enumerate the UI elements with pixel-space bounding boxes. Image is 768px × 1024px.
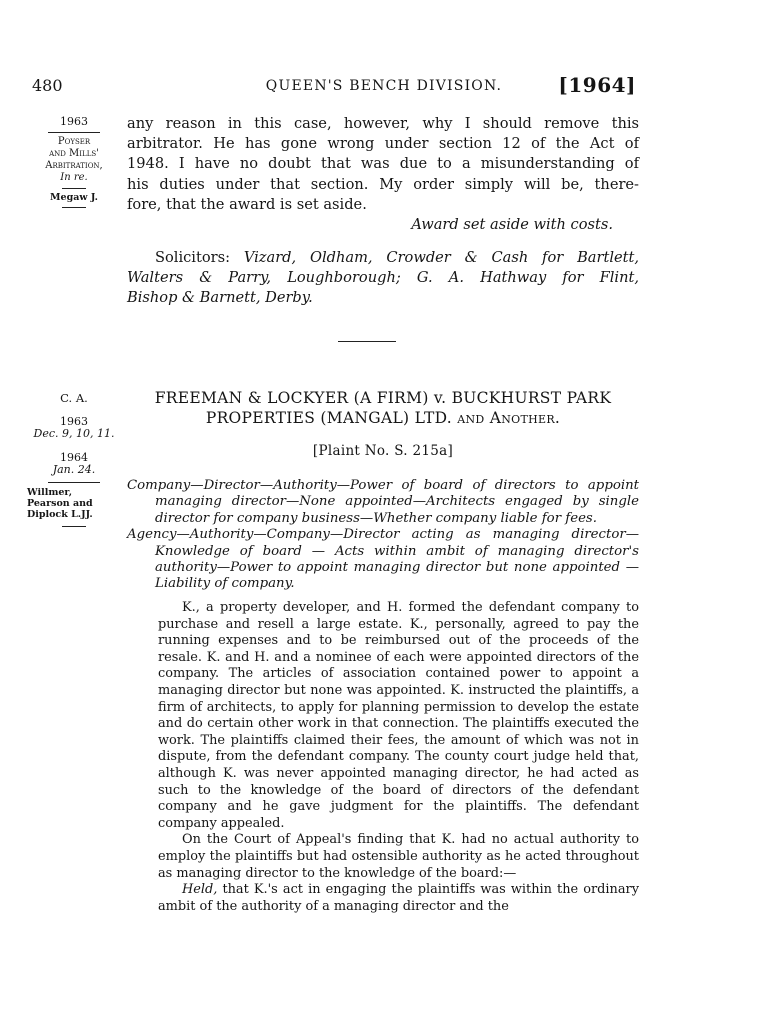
text-line: arbitrator. He has gone wrong under section 12 of the Act of: [127, 135, 639, 153]
judge-name: Willmer,: [27, 487, 73, 498]
previous-case-text: [127, 114, 639, 235]
case-title-line2: [127, 409, 639, 429]
judge-name: Pearson and: [27, 498, 93, 509]
case-title: [127, 389, 639, 428]
judge-name: Diplock L.JJ.: [27, 509, 93, 520]
margin-hearing-dates: Dec. 9, 10, 11.: [33, 427, 115, 440]
text-line: his duties under that section. My order simply will be, there-: [127, 175, 639, 193]
margin-divider: [62, 526, 86, 527]
margin-divider: [62, 188, 86, 189]
case-title-line1: FREEMAN & LOCKYER (A FIRM) v. BUCKHURST PARK: [154, 389, 612, 407]
headnote-company: Company—Director—Authority—Power of board of directors to appoint managing director—None appointed—Architects engaged by single director for company business—Whether company liable for fees.: [127, 478, 639, 526]
held-text: that K.'s act in engaging the plaintiffs was within the ordinary ambit of the authority of a managing director and the: [158, 882, 639, 914]
headnote-facts: [158, 600, 639, 915]
margin-case-name-1: Poyser: [57, 136, 91, 147]
solicitors-text: Vizard, Oldham, Crowder & Cash for Bartlett,: [243, 249, 640, 266]
margin-year: 1963: [60, 115, 88, 128]
headnote-agency: Agency—Authority—Company—Director acting as managing director—Knowledge of board — Acts within ambit of managing director's authority—Power to appoint managing director but none appointed —Liability of company.: [127, 527, 639, 592]
margin-court: C. A.: [60, 391, 88, 405]
facts-paragraph: On the Court of Appeal's finding that K. had no actual authority to employ the plaintiffs but had ostensible authority as he acted throughout as managing director to the knowledge of the board:—: [158, 832, 639, 881]
margin-note-top: [24, 116, 124, 208]
facts-paragraph: K., a property developer, and H. formed the defendant company to purchase and resell a large estate. K., personally, agreed to pay the running expenses and to be reimbursed out of the proceeds of the resale. K. and H. and a nominee of each were appointed directors of the company. The articles of association contained power to appoint a managing director but none was appointed. K. instructed the plaintiffs, a firm of architects, to apply for planning permission to develop the estate and do certain other work in that connection. The plaintiffs executed the work. The plaintiffs claimed their fees, the amount of which was not in dispute, from the defendant company. The county court judge held that, although K. was never appointed managing director, he had acted as such to the knowledge of the board of directors of the defendant company and he gave judgment for the plaintiffs. The defendant company appealed.: [158, 600, 639, 831]
solicitors: [127, 248, 639, 309]
headnote-catchwords: [127, 478, 639, 593]
solicitors-line: Bishop & Barnett, Derby.: [127, 289, 313, 307]
case-separator: [338, 341, 396, 342]
margin-case-name-3: Arbitration,: [45, 160, 103, 171]
margin-year: 1964: [60, 451, 88, 464]
held-paragraph: [158, 882, 639, 915]
solicitors-line: Walters & Parry, Loughborough; G. A. Hathway for Flint,: [127, 269, 639, 287]
text-line: any reason in this case, however, why I should remove this: [127, 115, 639, 132]
margin-divider: [48, 482, 100, 483]
margin-case-name-4: In re.: [60, 172, 88, 183]
plaint-number: [Plaint No. S. 215a]: [312, 443, 454, 459]
solicitors-label: Solicitors:: [155, 249, 230, 266]
volume-year: [1964]: [558, 73, 636, 97]
running-head: QUEEN'S BENCH DIVISION.: [265, 78, 503, 94]
margin-divider: [48, 132, 100, 133]
text-line: 1948. I have no doubt that was due to a misunderstanding of: [127, 155, 639, 173]
text-line: fore, that the award is set aside.: [127, 195, 367, 213]
solicitors-line: [127, 248, 639, 268]
case-title-defendant: PROPERTIES (MANGAL) LTD.: [205, 408, 452, 427]
held-word: Held,: [182, 882, 218, 898]
case-title-and-another: and Another.: [457, 408, 561, 427]
margin-year: 1963: [60, 415, 88, 428]
margin-case-name-2: and Mills': [49, 148, 99, 159]
order-line: Award set aside with costs.: [411, 216, 613, 234]
margin-divider: [62, 207, 86, 208]
margin-note-bottom: [24, 392, 124, 527]
margin-judges: [24, 487, 124, 520]
margin-judge: Megaw J.: [50, 192, 98, 203]
margin-judgment-date: Jan. 24.: [52, 463, 96, 476]
page-number: 480: [32, 76, 63, 95]
